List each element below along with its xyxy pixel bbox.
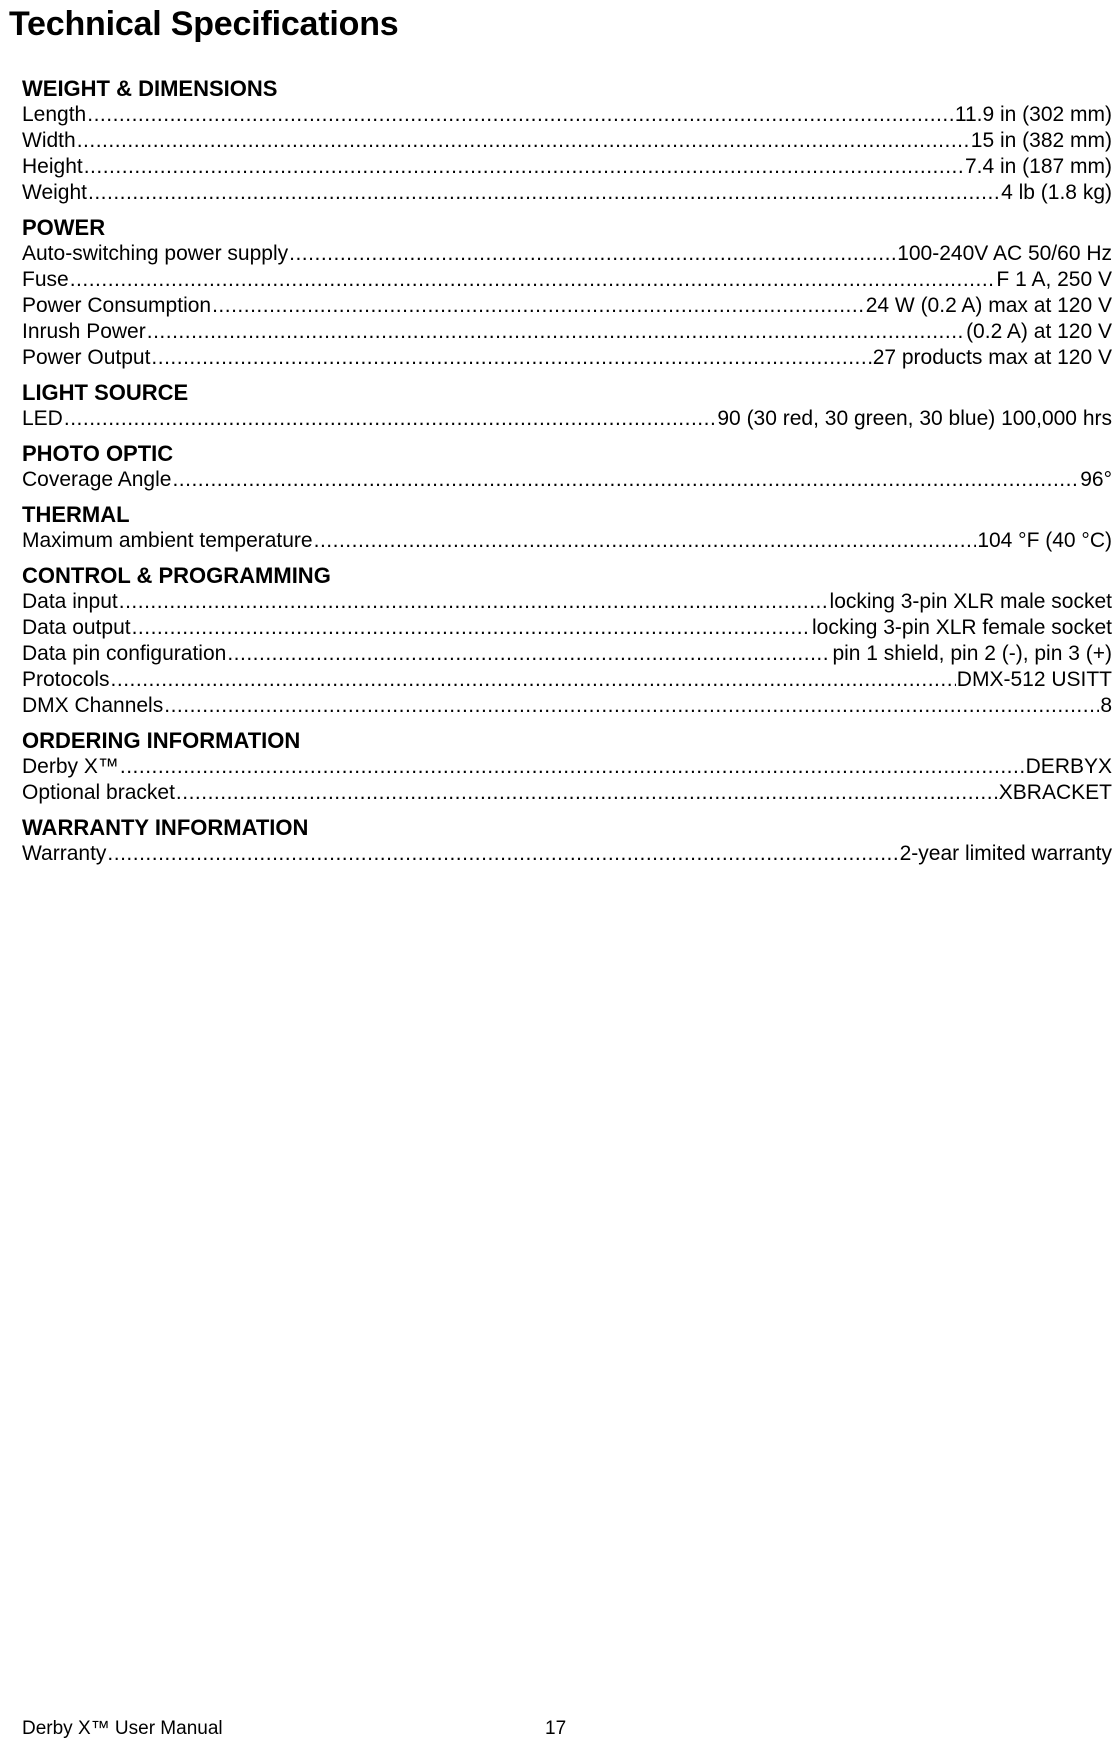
spec-value: 7.4 in (187 mm)	[964, 155, 1112, 178]
spec-row	[22, 180, 1112, 206]
spec-row	[22, 267, 1112, 293]
spec-value: locking 3-pin XLR female socket	[812, 616, 1112, 639]
dot-leader	[119, 589, 829, 615]
spec-label: Width	[22, 129, 76, 152]
spec-value: 11.9 in (302 mm)	[954, 103, 1112, 126]
spec-row	[22, 615, 1112, 641]
dot-leader	[176, 780, 998, 806]
dot-leader	[88, 180, 1000, 206]
spec-value: pin 1 shield, pin 2 (-), pin 3 (+)	[832, 642, 1112, 665]
spec-label: Data output	[22, 616, 131, 639]
spec-section	[22, 728, 1112, 806]
spec-label: Data pin configuration	[22, 642, 227, 665]
page-title: Technical Specifications	[9, 5, 399, 43]
dot-leader	[87, 102, 954, 128]
dot-leader	[120, 754, 1025, 780]
spec-label: Optional bracket	[22, 781, 175, 804]
spec-body	[22, 76, 1112, 876]
spec-value: 2-year limited warranty	[899, 842, 1112, 865]
spec-value: 27 products max at 120 V	[872, 346, 1112, 369]
spec-value: locking 3-pin XLR male socket	[829, 590, 1112, 613]
dot-leader	[132, 615, 811, 641]
spec-row	[22, 319, 1112, 345]
spec-value: XBRACKET	[998, 781, 1112, 804]
section-heading: LIGHT SOURCE	[22, 380, 189, 405]
spec-label: Fuse	[22, 268, 69, 291]
spec-row	[22, 467, 1112, 493]
spec-row	[22, 667, 1112, 693]
spec-row	[22, 528, 1112, 554]
spec-row	[22, 589, 1112, 615]
dot-leader	[147, 319, 965, 345]
spec-value: 90 (30 red, 30 green, 30 blue) 100,000 hrs	[717, 407, 1112, 430]
dot-leader	[107, 841, 898, 867]
spec-row	[22, 293, 1112, 319]
spec-value: DMX-512 USITT	[956, 668, 1112, 691]
spec-section	[22, 815, 1112, 867]
spec-value: 15 in (382 mm)	[970, 129, 1112, 152]
spec-section	[22, 380, 1112, 432]
dot-leader	[70, 267, 996, 293]
spec-label: Inrush Power	[22, 320, 146, 343]
spec-row	[22, 641, 1112, 667]
dot-leader	[64, 406, 717, 432]
spec-section	[22, 563, 1112, 719]
footer-manual-name: Derby X™ User Manual	[22, 1718, 223, 1739]
section-heading: PHOTO OPTIC	[22, 441, 174, 466]
spec-label: Protocols	[22, 668, 110, 691]
spec-value: F 1 A, 250 V	[996, 268, 1112, 291]
spec-label: Power Output	[22, 346, 151, 369]
spec-label: Coverage Angle	[22, 468, 172, 491]
spec-label: LED	[22, 407, 63, 430]
dot-leader	[212, 293, 865, 319]
section-heading: WARRANTY INFORMATION	[22, 815, 309, 840]
spec-row	[22, 128, 1112, 154]
dot-leader	[227, 641, 831, 667]
footer-page-number: 17	[545, 1718, 567, 1739]
spec-label: Power Consumption	[22, 294, 212, 317]
spec-row	[22, 693, 1112, 719]
spec-row	[22, 780, 1112, 806]
spec-row	[22, 345, 1112, 371]
spec-value: 100-240V AC 50/60 Hz	[897, 242, 1112, 265]
section-heading: WEIGHT & DIMENSIONS	[22, 76, 278, 101]
spec-label: Auto-switching power supply	[22, 242, 289, 265]
section-heading: CONTROL & PROGRAMMING	[22, 563, 331, 588]
spec-row	[22, 154, 1112, 180]
dot-leader	[289, 241, 896, 267]
spec-row	[22, 241, 1112, 267]
spec-value: 8	[1100, 694, 1112, 717]
dot-leader	[314, 528, 977, 554]
spec-section	[22, 215, 1112, 371]
dot-leader	[84, 154, 964, 180]
dot-leader	[77, 128, 970, 154]
spec-value: 4 lb (1.8 kg)	[1001, 181, 1112, 204]
section-heading: POWER	[22, 215, 106, 240]
dot-leader	[151, 345, 871, 371]
spec-section	[22, 441, 1112, 493]
spec-label: DMX Channels	[22, 694, 164, 717]
spec-row	[22, 406, 1112, 432]
spec-label: Data input	[22, 590, 118, 613]
spec-label: Weight	[22, 181, 87, 204]
spec-label: Derby X™	[22, 755, 119, 778]
section-heading: THERMAL	[22, 502, 130, 527]
spec-label: Maximum ambient temperature	[22, 529, 313, 552]
spec-row	[22, 102, 1112, 128]
dot-leader	[111, 667, 956, 693]
section-heading: ORDERING INFORMATION	[22, 728, 301, 753]
spec-value: DERBYX	[1025, 755, 1112, 778]
dot-leader	[172, 467, 1079, 493]
spec-section	[22, 76, 1112, 206]
spec-value: 24 W (0.2 A) max at 120 V	[865, 294, 1112, 317]
dot-leader	[164, 693, 1099, 719]
spec-value: (0.2 A) at 120 V	[966, 320, 1112, 343]
spec-row	[22, 754, 1112, 780]
spec-value: 96°	[1080, 468, 1112, 491]
spec-value: 104 °F (40 °C)	[977, 529, 1112, 552]
spec-label: Height	[22, 155, 83, 178]
spec-row	[22, 841, 1112, 867]
spec-label: Length	[22, 103, 87, 126]
spec-section	[22, 502, 1112, 554]
spec-label: Warranty	[22, 842, 107, 865]
